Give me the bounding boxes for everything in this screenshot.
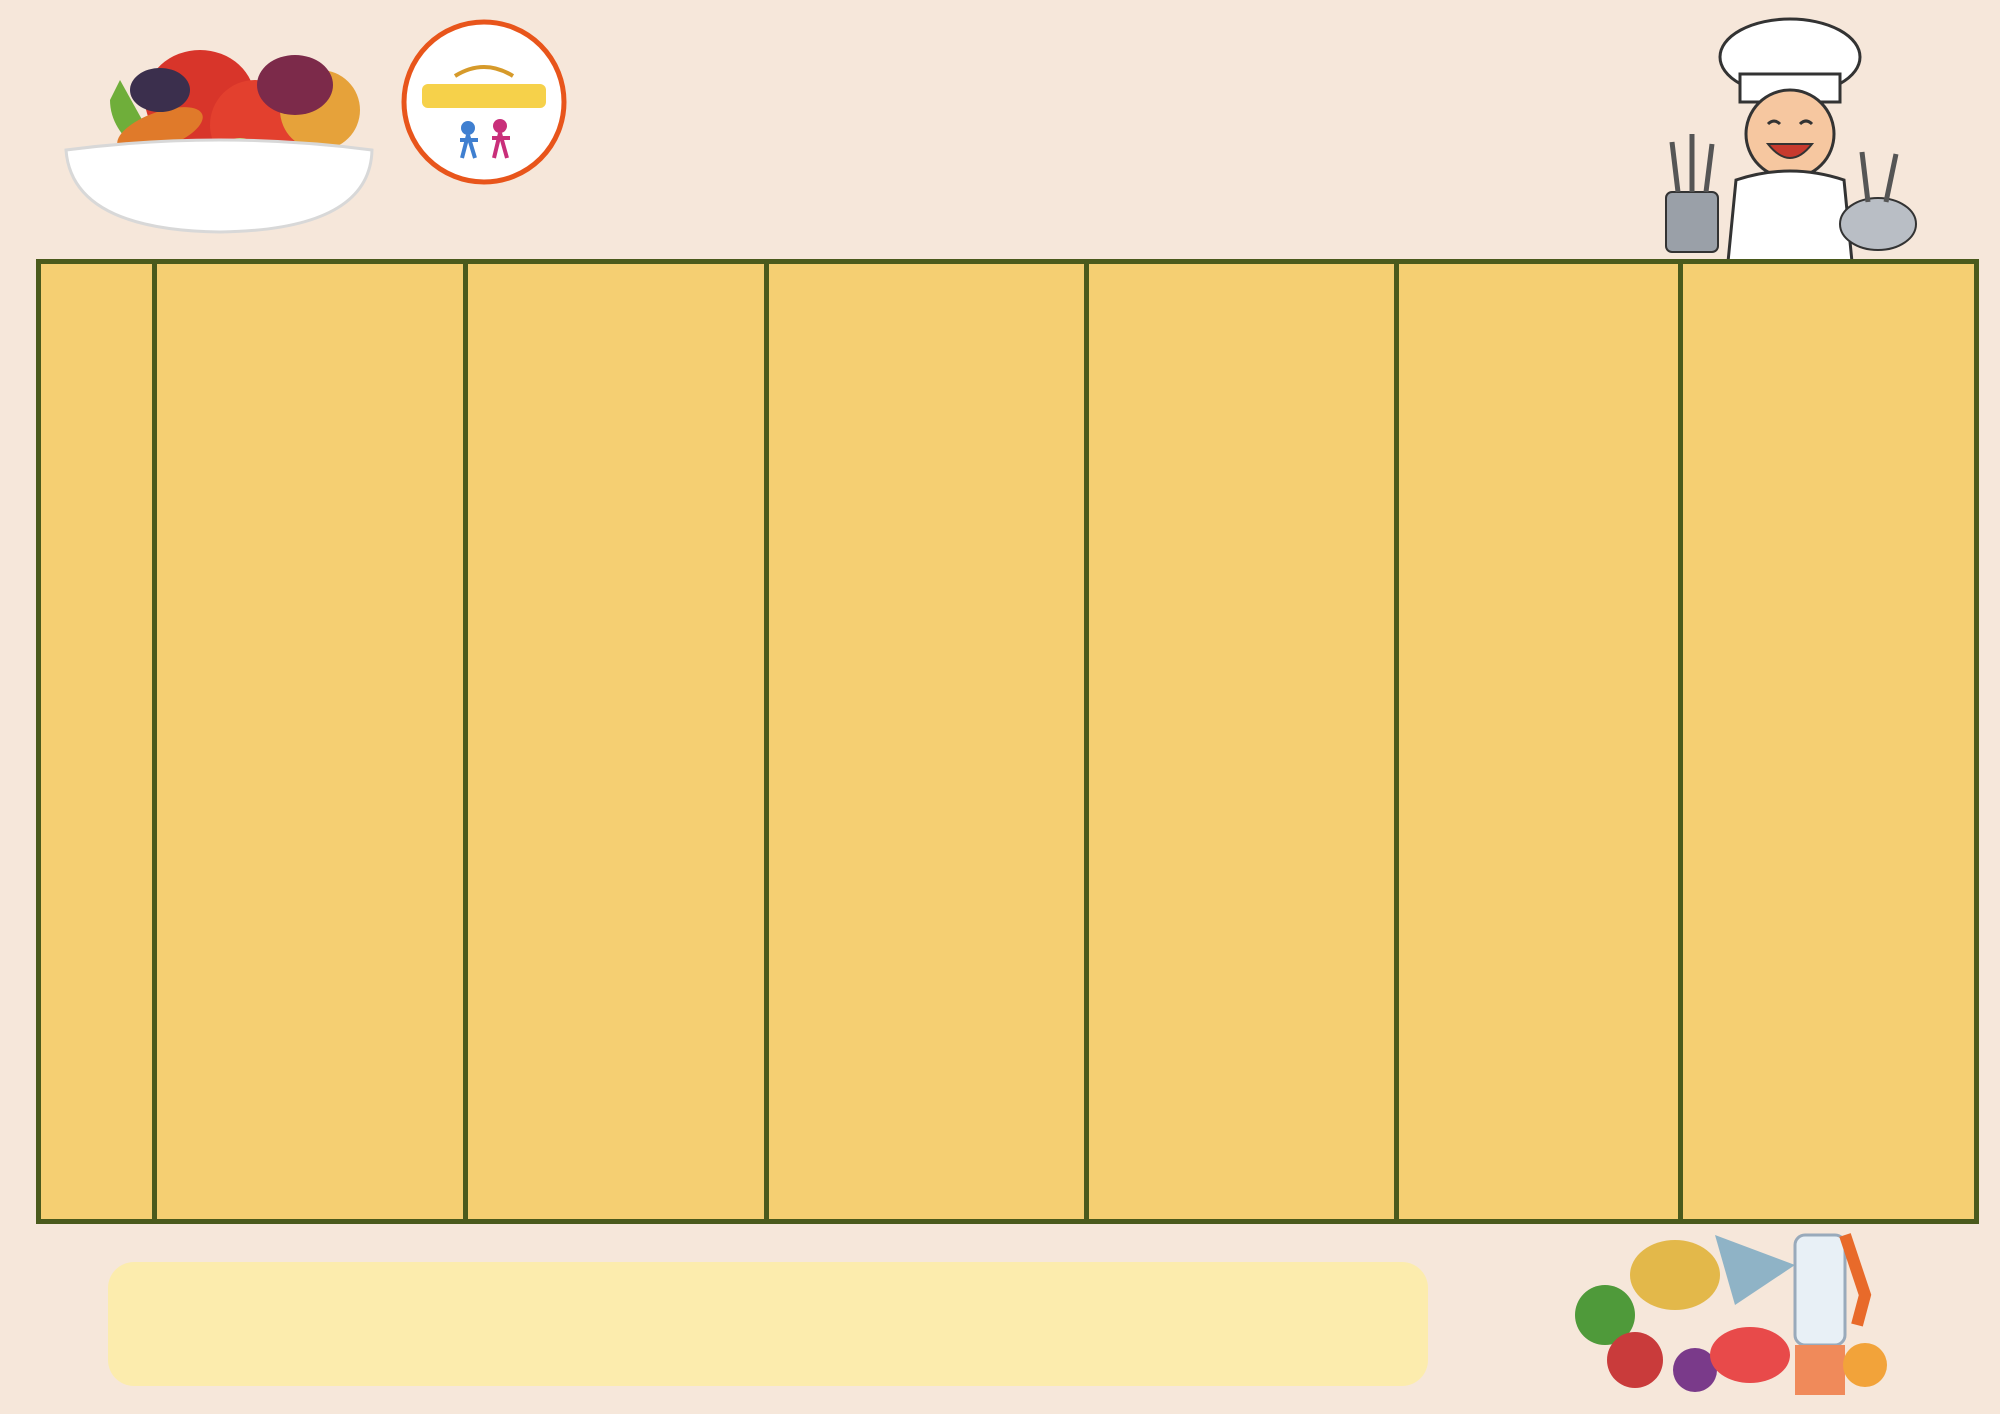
- day-header: [1087, 262, 1397, 1222]
- vegetable-bowl-icon: [50, 20, 390, 240]
- school-logo-icon: [400, 18, 568, 186]
- chef-icon: [1640, 12, 1920, 268]
- day-header: [1397, 262, 1681, 1222]
- day-header: [767, 262, 1087, 1222]
- day-header: [466, 262, 767, 1222]
- day-header: [1681, 262, 1977, 1222]
- food-pile-icon: [1565, 1195, 1895, 1405]
- note-box: [108, 1262, 1428, 1386]
- header-row: [39, 262, 1977, 1222]
- corner-cell: [39, 262, 155, 1222]
- menu-table: [36, 259, 1979, 1224]
- day-header: [155, 262, 466, 1222]
